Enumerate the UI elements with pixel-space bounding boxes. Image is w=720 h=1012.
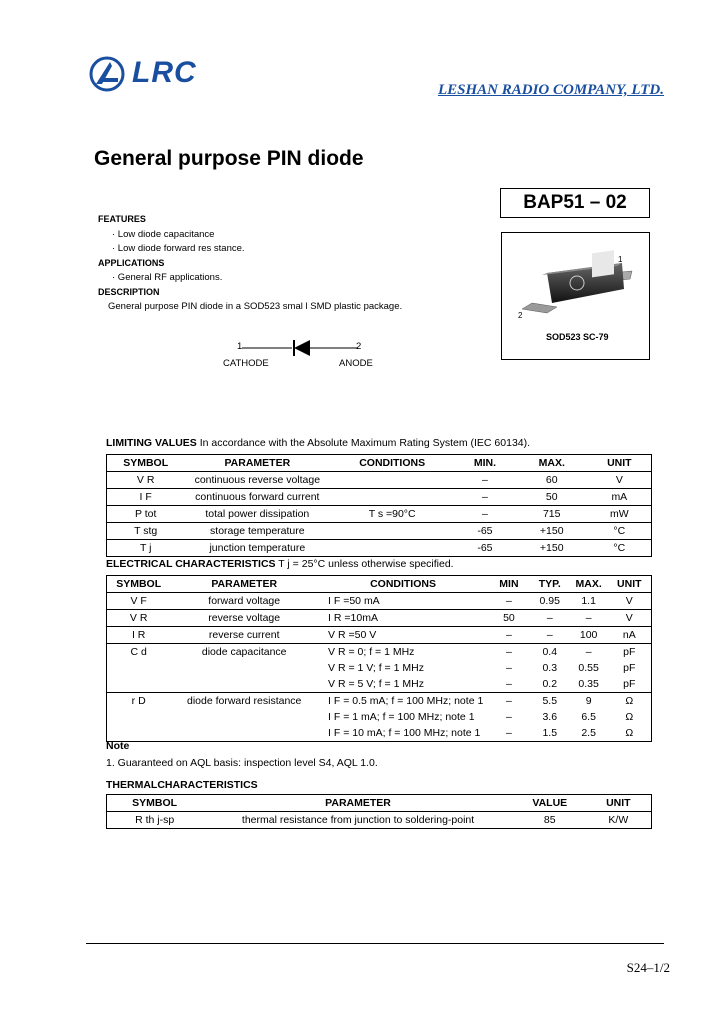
column-header: SYMBOL: [123, 457, 169, 469]
table-cell: -65: [477, 525, 493, 537]
table-cell: [107, 676, 171, 693]
table-cell: 0.2: [542, 678, 558, 690]
table-cell: Ω: [625, 695, 634, 707]
column-header: PARAMETER: [325, 797, 391, 809]
diode-symbol: [220, 338, 380, 374]
features-heading: FEATURES: [98, 214, 146, 224]
footer-divider: [86, 943, 664, 944]
package-pin2-label: 2: [518, 311, 523, 320]
table-cell: K/W: [608, 814, 629, 826]
table-cell: 3.6: [542, 711, 558, 723]
table-row: [107, 610, 652, 627]
table-cell: I F =50 mA: [328, 595, 380, 607]
table-cell: 0.4: [542, 646, 558, 658]
table-cell: –: [546, 612, 553, 624]
column-header: UNIT: [607, 457, 632, 469]
table-cell: –: [482, 491, 488, 503]
table-cell: –: [506, 662, 512, 674]
table-cell: -65: [477, 542, 493, 554]
table-cell: 0.95: [539, 595, 560, 607]
table-header-row: [107, 576, 652, 593]
table-cell: –: [482, 474, 488, 486]
anode-label: ANODE: [339, 358, 373, 369]
table-cell: °C: [613, 525, 626, 537]
table-cell: continuous forward current: [195, 491, 320, 503]
table-cell: R th j-sp: [135, 814, 175, 826]
table-cell: V R =50 V: [328, 629, 377, 641]
table-cell: nA: [622, 629, 636, 641]
table-cell: total power dissipation: [205, 508, 310, 520]
column-header: VALUE: [532, 797, 568, 809]
table-cell: V R: [136, 474, 155, 486]
table-cell: 100: [579, 629, 598, 641]
diode-pin1: 1: [237, 341, 243, 352]
table-cell: 85: [543, 814, 556, 826]
table-row: [107, 725, 652, 742]
part-number: BAP51 – 02: [500, 188, 650, 218]
lrc-logo-icon: [88, 54, 128, 94]
table-cell: V F: [130, 595, 147, 607]
table-cell: I F: [139, 491, 152, 503]
table-cell: 715: [542, 508, 561, 520]
table-cell: pF: [623, 662, 636, 674]
electrical-table: [106, 575, 652, 742]
table-cell: V: [615, 474, 623, 486]
table-cell: [170, 676, 318, 693]
table-cell: [330, 523, 454, 540]
table-cell: [170, 709, 318, 725]
table-cell: C d: [130, 646, 147, 658]
table-cell: diode forward resistance: [186, 695, 302, 707]
table-row: [107, 812, 652, 829]
table-cell: mW: [609, 508, 629, 520]
table-cell: reverse current: [208, 629, 280, 641]
cathode-label: CATHODE: [223, 358, 269, 369]
sod523-package-icon: [502, 233, 649, 333]
table-cell: 6.5: [581, 711, 596, 723]
table-cell: diode capacitance: [201, 646, 287, 658]
table-cell: [330, 540, 454, 557]
limiting-values-heading: [106, 437, 530, 449]
electrical-title: ELECTRICAL CHARACTERISTICS: [106, 558, 276, 570]
table-cell: storage temperature: [210, 525, 305, 537]
column-header: SYMBOL: [116, 578, 162, 590]
table-cell: 1.5: [542, 727, 558, 739]
table-cell: reverse voltage: [208, 612, 281, 624]
table-cell: –: [482, 508, 488, 520]
table-cell: V R = 0; f = 1 MHz: [328, 646, 415, 658]
table-cell: V: [625, 595, 633, 607]
thermal-heading: THERMALCHARACTERISTICS: [106, 779, 258, 791]
table-cell: °C: [613, 542, 626, 554]
table-cell: V R: [129, 612, 148, 624]
application-item-1: · General RF applications.: [112, 272, 223, 283]
column-header: PARAMETER: [224, 457, 291, 469]
table-row: [107, 644, 652, 661]
column-header: TYP.: [538, 578, 561, 590]
table-cell: I R: [131, 629, 146, 641]
table-cell: 50: [545, 491, 558, 503]
table-cell: –: [506, 629, 512, 641]
table-cell: 0.55: [578, 662, 599, 674]
table-cell: T stg: [134, 525, 158, 537]
limiting-values-title: LIMITING VALUES: [106, 437, 197, 449]
column-header: MAX.: [575, 578, 602, 590]
table-cell: 50: [503, 612, 515, 624]
table-row: [107, 523, 652, 540]
logo-text: LRC: [132, 56, 197, 89]
table-cell: 1.1: [581, 595, 596, 607]
table-header-row: [107, 455, 652, 472]
table-cell: I F = 10 mA; f = 100 MHz; note 1: [328, 727, 481, 739]
table-cell: I F = 1 mA; f = 100 MHz; note 1: [328, 711, 475, 723]
feature-item-2: · Low diode forward res stance.: [112, 243, 245, 254]
table-cell: V R = 5 V; f = 1 MHz: [328, 678, 424, 690]
table-cell: [170, 725, 318, 742]
table-cell: V: [625, 612, 633, 624]
column-header: PARAMETER: [211, 578, 278, 590]
table-cell: I R =10mA: [328, 612, 378, 624]
table-row: [107, 489, 652, 506]
table-header-row: [107, 795, 652, 812]
table-cell: mA: [611, 491, 628, 503]
table-cell: [107, 660, 171, 676]
table-cell: Ω: [625, 711, 634, 723]
limiting-values-subtitle: In accordance with the Absolute Maximum Rating System (IEC 60134).: [196, 437, 531, 449]
table-row: [107, 660, 652, 676]
limiting-values-table: [106, 454, 652, 557]
table-cell: +150: [539, 542, 564, 554]
applications-heading: APPLICATIONS: [98, 258, 165, 268]
table-cell: [330, 472, 454, 489]
description-heading: DESCRIPTION: [98, 287, 160, 297]
table-cell: pF: [623, 646, 636, 658]
table-cell: 0.35: [578, 678, 599, 690]
table-cell: thermal resistance from junction to soldering-point: [241, 814, 475, 826]
table-cell: +150: [539, 525, 564, 537]
table-cell: –: [585, 612, 592, 624]
column-header: SYMBOL: [132, 797, 178, 809]
table-row: [107, 472, 652, 489]
table-row: [107, 627, 652, 644]
table-cell: P tot: [134, 508, 157, 520]
page-title: General purpose PIN diode: [94, 147, 364, 170]
table-cell: [170, 660, 318, 676]
diode-pin2: 2: [356, 341, 362, 352]
table-cell: –: [506, 711, 512, 723]
table-cell: pF: [623, 678, 636, 690]
column-header: MIN: [499, 578, 519, 590]
table-cell: continuous reverse voltage: [194, 474, 321, 486]
electrical-heading: [106, 558, 454, 570]
table-cell: T s =90°C: [368, 508, 416, 520]
table-cell: Ω: [625, 727, 634, 739]
feature-item-1: · Low diode capacitance: [112, 229, 215, 240]
table-row: [107, 676, 652, 693]
table-cell: 9: [585, 695, 592, 707]
table-cell: T j: [139, 542, 152, 554]
description-text: General purpose PIN diode in a SOD523 smal l SMD plastic package.: [108, 301, 403, 312]
company-name: LESHAN RADIO COMPANY, LTD.: [437, 82, 664, 98]
package-image: [501, 232, 650, 360]
table-cell: –: [506, 695, 512, 707]
table-cell: –: [506, 727, 512, 739]
table-cell: 60: [545, 474, 558, 486]
column-header: UNIT: [617, 578, 642, 590]
package-label: SOD523 SC-79: [546, 332, 609, 342]
table-cell: junction temperature: [209, 542, 306, 554]
column-header: UNIT: [606, 797, 631, 809]
table-cell: –: [585, 646, 592, 658]
table-cell: forward voltage: [208, 595, 281, 607]
table-cell: –: [506, 595, 512, 607]
table-cell: r D: [131, 695, 146, 707]
thermal-table: [106, 794, 652, 829]
column-header: CONDITIONS: [359, 457, 426, 469]
column-header: CONDITIONS: [370, 578, 436, 590]
table-row: [107, 593, 652, 610]
table-cell: 0.3: [542, 662, 558, 674]
page-number: S24–1/2: [626, 960, 670, 975]
note-text: 1. Guaranteed on AQL basis: inspection level S4, AQL 1.0.: [106, 757, 378, 769]
table-cell: V R = 1 V; f = 1 MHz: [328, 662, 424, 674]
table-cell: –: [506, 646, 512, 658]
table-cell: –: [506, 678, 512, 690]
table-row: [107, 506, 652, 523]
table-cell: 2.5: [581, 727, 596, 739]
table-cell: I F = 0.5 mA; f = 100 MHz; note 1: [328, 695, 484, 707]
note-heading: Note: [106, 740, 130, 752]
table-row: [107, 709, 652, 725]
table-cell: –: [546, 629, 553, 641]
column-header: MAX.: [538, 457, 565, 469]
package-pin1-label: 1: [618, 255, 623, 264]
logo: [88, 54, 213, 96]
table-row: [107, 540, 652, 557]
table-cell: [330, 489, 454, 506]
column-header: MIN.: [473, 457, 497, 469]
table-cell: [107, 709, 171, 725]
electrical-subtitle: T j = 25°C unless otherwise specified.: [275, 558, 454, 570]
table-row: [107, 693, 652, 710]
table-cell: 5.5: [542, 695, 558, 707]
